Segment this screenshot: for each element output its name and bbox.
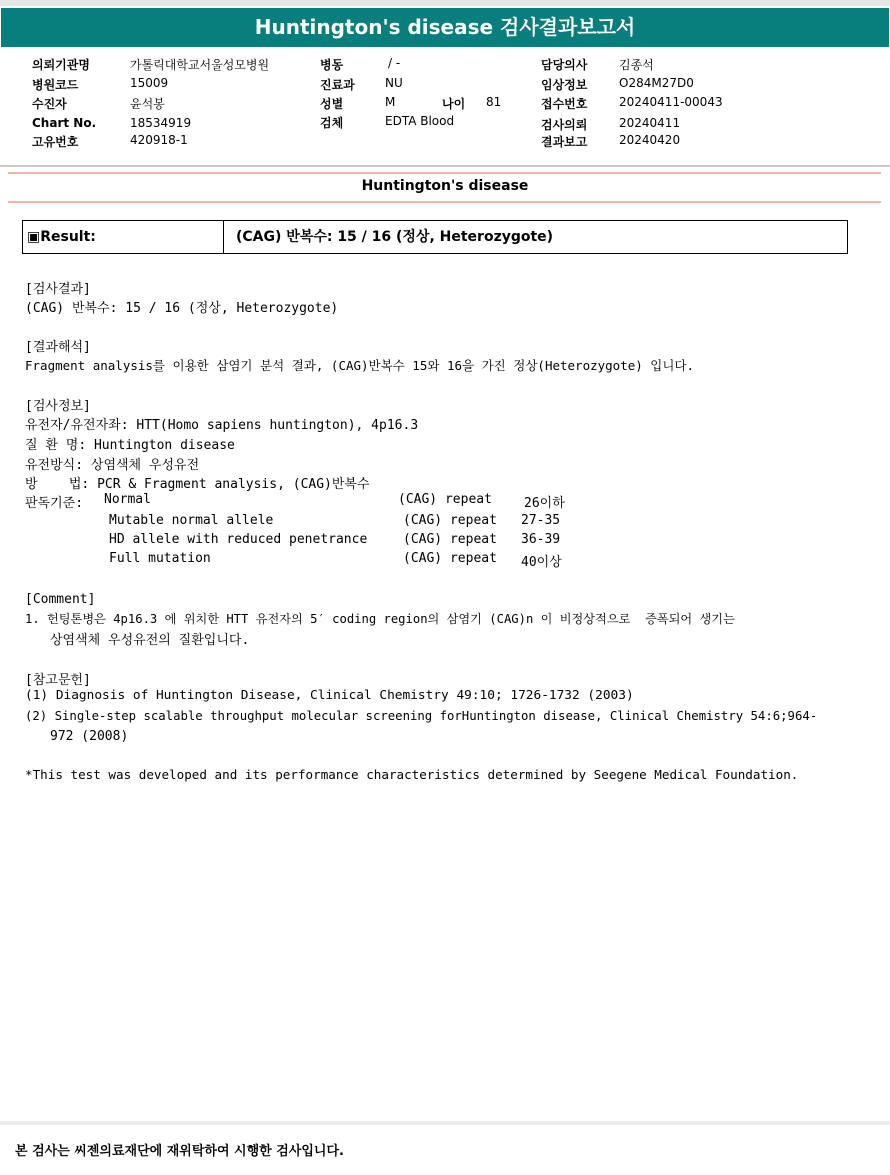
interpretation-text: Fragment analysis를 이용한 삼염기 분석 결과, (CAG)반복수 15와 16을 가진 정상(Heterozygote) 입니다.	[25, 358, 695, 373]
doctor-value: 김종석	[619, 58, 654, 72]
footer-divider	[0, 1121, 890, 1125]
receipt-no-label: 접수번호	[541, 97, 588, 111]
references-header: [참고문헌]	[25, 673, 91, 688]
sex-label: 성별	[320, 97, 344, 111]
department-value: NU	[385, 76, 403, 90]
result-value: (CAG) 반복수: 15 / 16 (정상, Heterozygote)	[236, 229, 554, 245]
department-label: 진료과	[320, 78, 355, 92]
specimen-value: EDTA Blood	[385, 114, 455, 128]
specimen-label: 검체	[320, 116, 344, 130]
criteria-label: 판독기준:	[25, 496, 84, 511]
hospital-code-value: 15009	[130, 76, 169, 90]
report-title: Huntington's disease 검사결과보고서	[1, 8, 889, 47]
patient-info	[0, 50, 890, 168]
result-summary	[22, 220, 848, 254]
doctor-label: 담당의사	[541, 58, 588, 72]
method-line: 방 법: PCR & Fragment analysis, (CAG)반복수	[25, 477, 370, 492]
divider	[8, 201, 881, 203]
request-date-value: 20240411	[619, 116, 681, 130]
reference-2-cont: 972 (2008)	[50, 729, 129, 744]
top-strip	[0, 0, 890, 6]
test-result-text: (CAG) 반복수: 15 / 16 (정상, Heterozygote)	[25, 301, 339, 316]
receipt-no-value: 20240411-00043	[619, 95, 723, 109]
inheritance-line: 유전방식: 상염색체 우성유전	[25, 458, 200, 473]
criteria-name: Normal	[104, 492, 151, 507]
report-date-label: 결과보고	[541, 135, 588, 149]
divider	[8, 172, 881, 174]
ward-value: / -	[388, 56, 401, 70]
interpretation-header: [결과해석]	[25, 340, 91, 355]
age-value: 81	[486, 95, 502, 109]
institution-label: 의뢰기관명	[32, 58, 90, 72]
comment-header: [Comment]	[25, 592, 96, 607]
report-date-value: 20240420	[619, 133, 681, 147]
hospital-code-label: 병원코드	[32, 78, 79, 92]
ward-label: 병동	[320, 58, 344, 72]
criteria-name: Mutable normal allele	[109, 513, 274, 528]
section-title: Huntington's disease	[361, 178, 529, 194]
comment-line: 1. 헌팅톤병은 4p16.3 에 위치한 HTT 유전자의 5′ coding region의 삼염기 (CAG)n 이 비정상적으로 증폭되어 생기는	[25, 612, 735, 626]
chart-no-value: 18534919	[130, 116, 192, 130]
comment-line: 상염색체 우성유전의 질환입니다.	[50, 633, 250, 648]
examinee-label: 수진자	[32, 97, 67, 111]
criteria-range: 36-39	[521, 532, 561, 547]
disclaimer: *This test was developed and its performance characteristics determined by Seegene Medical Foundation.	[25, 767, 799, 782]
unique-no-label: 고유번호	[32, 135, 79, 149]
disease-line: 질 환 명: Huntington disease	[25, 438, 235, 453]
criteria-repeat: (CAG) repeat	[403, 532, 497, 547]
reference-2: (2) Single-step scalable throughput molecular screening forHuntington disease, Clinical Chemistry 54:6;964-	[25, 709, 818, 723]
test-info-header: [검사정보]	[25, 399, 91, 414]
footer-note: 본 검사는 씨젠의료재단에 재위탁하여 시행한 검사입니다.	[15, 1144, 344, 1159]
institution-value: 가톨릭대학교서울성모병원	[130, 58, 270, 72]
test-result-header: [검사결과]	[25, 282, 91, 297]
criteria-repeat: (CAG) repeat	[403, 513, 497, 528]
clinical-info-label: 임상정보	[541, 78, 588, 92]
request-date-label: 검사의뢰	[541, 118, 588, 132]
criteria-range: 26이하	[524, 496, 565, 511]
criteria-repeat: (CAG) repeat	[403, 551, 497, 566]
criteria-repeat: (CAG) repeat	[398, 492, 492, 507]
criteria-range: 40이상	[521, 555, 562, 570]
criteria-range: 27-35	[521, 513, 561, 528]
gene-line: 유전자/유전자좌: HTT(Homo sapiens huntington), 4p16.3	[25, 418, 419, 433]
age-label: 나이	[442, 97, 466, 111]
chart-no-label: Chart No.	[32, 116, 97, 130]
divider	[0, 165, 890, 167]
unique-no-value: 420918-1	[130, 133, 188, 147]
result-label: ▣Result:	[23, 221, 224, 253]
clinical-info-value: O284M27D0	[619, 76, 694, 90]
sex-value: M	[385, 95, 396, 109]
reference-1: (1) Diagnosis of Huntington Disease, Clinical Chemistry 49:10; 1726-1732 (2003)	[25, 688, 634, 703]
criteria-name: HD allele with reduced penetrance	[109, 532, 368, 547]
criteria-name: Full mutation	[109, 551, 211, 566]
examinee-value: 윤석봉	[130, 97, 165, 111]
